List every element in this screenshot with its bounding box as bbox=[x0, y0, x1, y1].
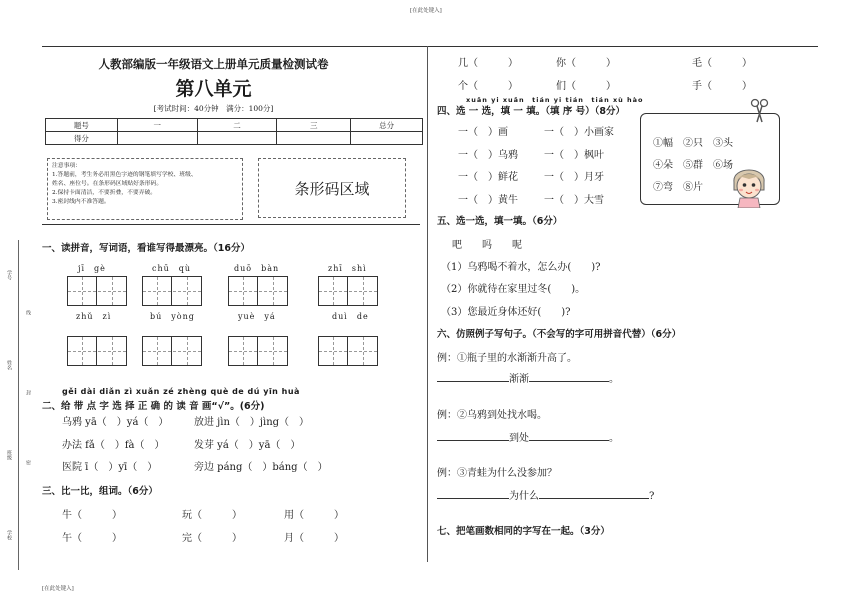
score-header-cell: 一 bbox=[117, 119, 197, 132]
answer-blank[interactable] bbox=[539, 498, 649, 499]
side-label-xuehao: 学号 bbox=[6, 270, 12, 280]
particle-question[interactable]: （2）你就待在家里过冬( )。 bbox=[441, 284, 586, 295]
compare-word-blank[interactable]: 毛（ ） bbox=[692, 58, 752, 69]
particle-question[interactable]: （1）乌鸦喝不着水，怎么办( )? bbox=[441, 262, 601, 273]
section2-pinyin: gěi dài diǎn zì xuǎn zé zhèng què de dú yīn huà bbox=[62, 387, 300, 396]
compare-word-blank[interactable]: 玩（ ） bbox=[182, 510, 242, 521]
answer-blank[interactable] bbox=[437, 381, 509, 382]
unit-title: 第八单元 bbox=[175, 78, 252, 100]
score-cell[interactable] bbox=[197, 132, 277, 145]
score-header-cell: 总分 bbox=[351, 119, 423, 132]
exam-title: 人教部编版一年级语文上册单元质量检测试卷 bbox=[98, 57, 329, 71]
writing-grid[interactable] bbox=[67, 276, 127, 306]
section6-title: 六、仿照例子写句子。（不会写的字可用拼音代替）（6分） bbox=[437, 329, 682, 340]
side-label-xian: 线 bbox=[25, 310, 31, 315]
pinyin-prompt: jī gè bbox=[78, 264, 106, 273]
notice-item: 2.保持卡面清洁，不要折叠，不要弄破。 bbox=[52, 190, 157, 196]
title-block-rule bbox=[42, 224, 420, 225]
answer-blank[interactable] bbox=[529, 440, 609, 441]
header-rule bbox=[42, 46, 818, 47]
writing-grid[interactable] bbox=[228, 336, 288, 366]
answer-blank[interactable] bbox=[437, 498, 509, 499]
score-header-cell: 三 bbox=[277, 119, 351, 132]
notice-title: 注意事项： bbox=[52, 163, 81, 169]
sentence-end: 。 bbox=[609, 433, 619, 444]
compare-word-blank[interactable]: 们（ ） bbox=[556, 81, 616, 92]
answer-blank[interactable] bbox=[437, 440, 509, 441]
section1-title: 一、读拼音，写词语，看谁写得最漂亮。（16分） bbox=[42, 243, 250, 254]
compare-word-blank[interactable]: 牛（ ） bbox=[62, 510, 122, 521]
writing-grid[interactable] bbox=[142, 276, 202, 306]
section4-title: 四、选 一 选，填 一 填。（填 序 号）（8分） bbox=[437, 106, 625, 117]
sentence-end: ? bbox=[649, 491, 655, 502]
section7-title: 七、把笔画数相同的字写在一起。（3分） bbox=[437, 526, 610, 537]
measure-blank[interactable]: 一（ ）枫叶 bbox=[544, 150, 604, 161]
side-label-xuexiao: 学校 bbox=[6, 530, 12, 540]
reading-choice[interactable]: 乌鸦 yā（ ）yá（ ） bbox=[62, 417, 169, 428]
pinyin-prompt: duō bàn bbox=[234, 264, 280, 273]
notice-box bbox=[47, 158, 243, 220]
key-word: 到处 bbox=[509, 433, 529, 444]
girl-cartoon-icon bbox=[726, 160, 772, 208]
sentence-end: 。 bbox=[609, 374, 619, 385]
key-word: 为什么 bbox=[509, 491, 539, 502]
footer-note: [在此处键入] bbox=[42, 586, 74, 592]
side-label-mi: 密 bbox=[25, 460, 31, 465]
reading-choice[interactable]: 旁边 páng（ ）báng（ ） bbox=[194, 462, 328, 473]
key-word: 渐渐 bbox=[509, 374, 529, 385]
section4-pinyin: xuǎn yi xuǎn tián yi tián tián xù hào bbox=[466, 96, 644, 104]
option-line: ⑦弯 ⑧片 bbox=[653, 182, 703, 193]
side-label-banji: 班级 bbox=[6, 450, 12, 460]
score-cell[interactable] bbox=[351, 132, 423, 145]
compare-word-blank[interactable]: 个（ ） bbox=[458, 81, 518, 92]
example-sentence: 例：①瓶子里的水渐渐升高了。 bbox=[437, 353, 577, 364]
score-header-cell: 题号 bbox=[46, 119, 118, 132]
writing-grid[interactable] bbox=[228, 276, 288, 306]
side-label-xingming: 姓名 bbox=[6, 360, 12, 370]
measure-blank[interactable]: 一（ ）小画家 bbox=[544, 127, 614, 138]
measure-blank[interactable]: 一（ ）大雪 bbox=[544, 195, 604, 206]
pinyin-prompt: bú yòng bbox=[150, 312, 195, 321]
writing-grid[interactable] bbox=[67, 336, 127, 366]
notice-item: 姓名、座位号。在条形码区域贴好条形码。 bbox=[52, 181, 163, 187]
compare-word-blank[interactable]: 你（ ） bbox=[556, 58, 616, 69]
score-cell[interactable] bbox=[277, 132, 351, 145]
measure-blank[interactable]: 一（ ）画 bbox=[458, 127, 508, 138]
pinyin-prompt: zhǔ zì bbox=[76, 312, 112, 321]
compare-word-blank[interactable]: 几（ ） bbox=[458, 58, 518, 69]
writing-grid[interactable] bbox=[318, 276, 378, 306]
writing-grid[interactable] bbox=[318, 336, 378, 366]
notice-item: 1.答题前，考生务必用黑色字迹的钢笔填写学校、班级、 bbox=[52, 172, 197, 178]
side-label-feng: 封 bbox=[25, 390, 31, 395]
pinyin-prompt: chū qù bbox=[152, 264, 192, 273]
notice-item: 3.密封线内不准答题。 bbox=[52, 199, 110, 205]
header-note: [在此处键入] bbox=[410, 8, 442, 14]
binding-line bbox=[18, 240, 19, 570]
score-row-label: 得分 bbox=[46, 132, 118, 145]
section3-title: 三、比一比，组词。（6分） bbox=[42, 486, 158, 497]
score-table bbox=[45, 118, 423, 145]
score-cell[interactable] bbox=[117, 132, 197, 145]
compare-word-blank[interactable]: 手（ ） bbox=[692, 81, 752, 92]
particle-choices: 吧 吗 呢 bbox=[452, 240, 522, 251]
section5-title: 五、选一选，填一填。（6分） bbox=[437, 216, 563, 227]
particle-question[interactable]: （3）您最近身体还好( )? bbox=[441, 307, 571, 318]
measure-blank[interactable]: 一（ ）黄牛 bbox=[458, 195, 518, 206]
pinyin-prompt: zhī shì bbox=[328, 264, 367, 273]
example-sentence: 例：③青蛙为什么没参加？ bbox=[437, 468, 557, 479]
column-divider bbox=[427, 46, 428, 562]
measure-blank[interactable]: 一（ ）鲜花 bbox=[458, 172, 518, 183]
measure-blank[interactable]: 一（ ）乌鸦 bbox=[458, 150, 518, 161]
reading-choice[interactable]: 办法 fǎ（ ）fà（ ） bbox=[62, 440, 165, 451]
compare-word-blank[interactable]: 午（ ） bbox=[62, 533, 122, 544]
pinyin-prompt: yuè yá bbox=[238, 312, 276, 321]
example-sentence: 例：②乌鸦到处找水喝。 bbox=[437, 410, 547, 421]
option-line: ①幅 ②只 ③头 bbox=[653, 138, 733, 149]
scissors-icon bbox=[748, 98, 772, 124]
answer-blank[interactable] bbox=[529, 381, 609, 382]
imitation-sentence[interactable] bbox=[437, 487, 654, 502]
section2-title: 二、给 带 点 字 选 择 正 确 的 读 音 画“√”。(6分) bbox=[42, 401, 265, 412]
imitation-sentence[interactable] bbox=[437, 429, 619, 444]
barcode-area: 条形码区域 bbox=[258, 158, 406, 218]
compare-word-blank[interactable]: 用（ ） bbox=[284, 510, 344, 521]
score-header-cell: 二 bbox=[197, 119, 277, 132]
reading-choice[interactable]: 医院 ī（ ）yī（ ） bbox=[62, 462, 158, 473]
reading-choice[interactable]: 放进 jìn（ ）jìng（ ） bbox=[194, 417, 310, 428]
compare-word-blank[interactable]: 月（ ） bbox=[284, 533, 344, 544]
exam-info: [考试时间：40分钟 满分：100分] bbox=[153, 104, 274, 113]
measure-blank[interactable]: 一（ ）月牙 bbox=[544, 172, 604, 183]
option-line: ④朵 ⑤群 ⑥场 bbox=[653, 160, 733, 171]
compare-word-blank[interactable]: 完（ ） bbox=[182, 533, 242, 544]
reading-choice[interactable]: 发芽 yá（ ）yā（ ） bbox=[194, 440, 301, 451]
pinyin-prompt: duì de bbox=[332, 312, 369, 321]
imitation-sentence[interactable] bbox=[437, 370, 619, 385]
writing-grid[interactable] bbox=[142, 336, 202, 366]
